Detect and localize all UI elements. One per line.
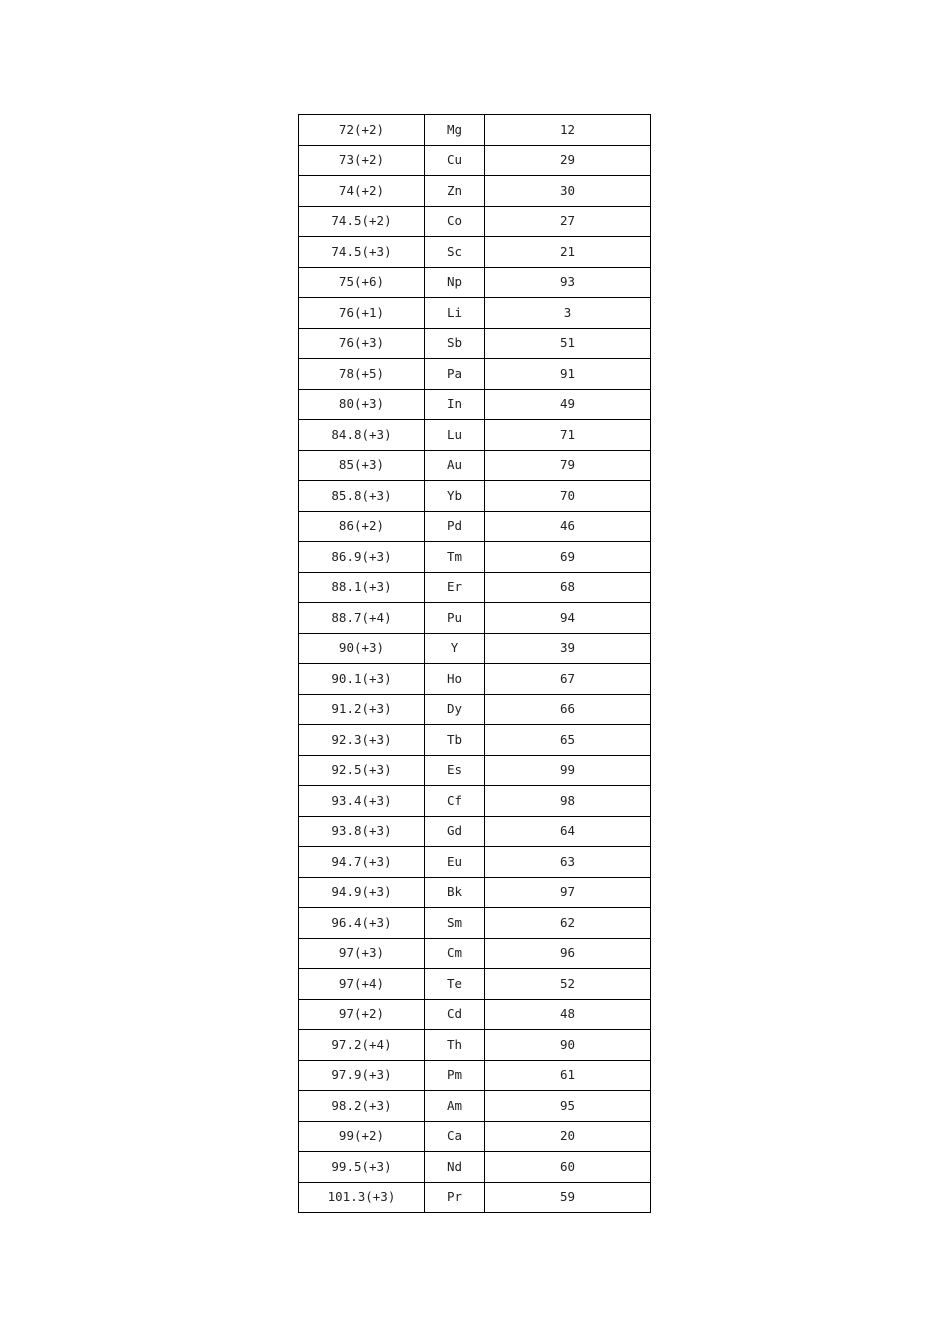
ionic-radius-cell: 99.5(+3) <box>299 1152 425 1183</box>
ionic-radius-cell: 88.7(+4) <box>299 603 425 634</box>
element-symbol-cell: Sc <box>425 237 485 268</box>
atomic-number-cell: 71 <box>485 420 651 451</box>
element-symbol-cell: Pm <box>425 1060 485 1091</box>
ionic-radius-cell: 73(+2) <box>299 145 425 176</box>
ionic-radius-cell: 76(+3) <box>299 328 425 359</box>
table-row <box>299 420 651 451</box>
atomic-number-cell: 49 <box>485 389 651 420</box>
atomic-number-cell: 65 <box>485 725 651 756</box>
table-row <box>299 1091 651 1122</box>
element-symbol-cell: Bk <box>425 877 485 908</box>
table-row <box>299 1152 651 1183</box>
element-symbol-cell: Gd <box>425 816 485 847</box>
element-symbol-cell: Er <box>425 572 485 603</box>
element-symbol-cell: Ca <box>425 1121 485 1152</box>
table-row <box>299 999 651 1030</box>
atomic-number-cell: 51 <box>485 328 651 359</box>
ionic-radius-cell: 75(+6) <box>299 267 425 298</box>
table-row <box>299 328 651 359</box>
ionic-radius-cell: 90.1(+3) <box>299 664 425 695</box>
table-row <box>299 969 651 1000</box>
ionic-radius-cell: 72(+2) <box>299 115 425 146</box>
atomic-number-cell: 93 <box>485 267 651 298</box>
element-symbol-cell: Tb <box>425 725 485 756</box>
table-row <box>299 908 651 939</box>
table-row <box>299 572 651 603</box>
table-row <box>299 633 651 664</box>
atomic-number-cell: 94 <box>485 603 651 634</box>
atomic-number-cell: 90 <box>485 1030 651 1061</box>
ionic-radius-cell: 84.8(+3) <box>299 420 425 451</box>
ionic-radius-cell: 80(+3) <box>299 389 425 420</box>
atomic-number-cell: 12 <box>485 115 651 146</box>
atomic-number-cell: 62 <box>485 908 651 939</box>
element-symbol-cell: Yb <box>425 481 485 512</box>
ionic-radius-cell: 92.5(+3) <box>299 755 425 786</box>
element-symbol-cell: Es <box>425 755 485 786</box>
ionic-radius-cell: 94.7(+3) <box>299 847 425 878</box>
element-symbol-cell: Lu <box>425 420 485 451</box>
element-symbol-cell: Cm <box>425 938 485 969</box>
element-symbol-cell: Sb <box>425 328 485 359</box>
ionic-radius-cell: 86.9(+3) <box>299 542 425 573</box>
atomic-number-cell: 69 <box>485 542 651 573</box>
atomic-number-cell: 60 <box>485 1152 651 1183</box>
atomic-number-cell: 64 <box>485 816 651 847</box>
ionic-radius-cell: 97(+2) <box>299 999 425 1030</box>
ionic-radius-cell: 91.2(+3) <box>299 694 425 725</box>
element-symbol-cell: Am <box>425 1091 485 1122</box>
ionic-radius-cell: 97(+4) <box>299 969 425 1000</box>
element-symbol-cell: Co <box>425 206 485 237</box>
ionic-radius-cell: 96.4(+3) <box>299 908 425 939</box>
table-row <box>299 1182 651 1213</box>
atomic-number-cell: 68 <box>485 572 651 603</box>
table-row <box>299 206 651 237</box>
element-symbol-cell: Li <box>425 298 485 329</box>
element-symbol-cell: Y <box>425 633 485 664</box>
table-row <box>299 145 651 176</box>
table-row <box>299 359 651 390</box>
table-row <box>299 267 651 298</box>
ionic-radius-cell: 93.8(+3) <box>299 816 425 847</box>
table-row <box>299 938 651 969</box>
ionic-radius-cell: 74(+2) <box>299 176 425 207</box>
table-row <box>299 755 651 786</box>
atomic-number-cell: 67 <box>485 664 651 695</box>
atomic-number-cell: 61 <box>485 1060 651 1091</box>
ionic-radius-cell: 85(+3) <box>299 450 425 481</box>
element-symbol-cell: Cu <box>425 145 485 176</box>
ionic-radius-cell: 90(+3) <box>299 633 425 664</box>
table-row <box>299 786 651 817</box>
table-row <box>299 603 651 634</box>
ionic-radius-cell: 97.9(+3) <box>299 1060 425 1091</box>
ionic-radius-cell: 74.5(+3) <box>299 237 425 268</box>
atomic-number-cell: 95 <box>485 1091 651 1122</box>
atomic-number-cell: 96 <box>485 938 651 969</box>
atomic-number-cell: 66 <box>485 694 651 725</box>
element-symbol-cell: Au <box>425 450 485 481</box>
atomic-number-cell: 70 <box>485 481 651 512</box>
table-row <box>299 389 651 420</box>
ionic-radius-table <box>298 114 651 1213</box>
ionic-radius-cell: 86(+2) <box>299 511 425 542</box>
table-row <box>299 237 651 268</box>
table-row <box>299 877 651 908</box>
element-symbol-cell: Cf <box>425 786 485 817</box>
atomic-number-cell: 20 <box>485 1121 651 1152</box>
element-symbol-cell: Dy <box>425 694 485 725</box>
element-symbol-cell: Th <box>425 1030 485 1061</box>
table-body <box>299 115 651 1213</box>
element-symbol-cell: Nd <box>425 1152 485 1183</box>
table-row <box>299 298 651 329</box>
table-row <box>299 542 651 573</box>
atomic-number-cell: 27 <box>485 206 651 237</box>
ionic-radius-cell: 97(+3) <box>299 938 425 969</box>
ionic-radius-cell: 93.4(+3) <box>299 786 425 817</box>
table-row <box>299 1030 651 1061</box>
ionic-radius-cell: 85.8(+3) <box>299 481 425 512</box>
atomic-number-cell: 21 <box>485 237 651 268</box>
atomic-number-cell: 39 <box>485 633 651 664</box>
ionic-radius-cell: 92.3(+3) <box>299 725 425 756</box>
ionic-radius-cell: 99(+2) <box>299 1121 425 1152</box>
table-row <box>299 664 651 695</box>
table-row <box>299 694 651 725</box>
element-symbol-cell: Pd <box>425 511 485 542</box>
element-symbol-cell: Te <box>425 969 485 1000</box>
element-symbol-cell: Zn <box>425 176 485 207</box>
atomic-number-cell: 3 <box>485 298 651 329</box>
table-row <box>299 176 651 207</box>
element-symbol-cell: Ho <box>425 664 485 695</box>
table-row <box>299 847 651 878</box>
element-symbol-cell: Np <box>425 267 485 298</box>
atomic-number-cell: 29 <box>485 145 651 176</box>
element-symbol-cell: Mg <box>425 115 485 146</box>
element-symbol-cell: Tm <box>425 542 485 573</box>
table-row <box>299 481 651 512</box>
ionic-radius-cell: 74.5(+2) <box>299 206 425 237</box>
ionic-radius-cell: 97.2(+4) <box>299 1030 425 1061</box>
element-symbol-cell: Pu <box>425 603 485 634</box>
element-symbol-cell: Sm <box>425 908 485 939</box>
element-symbol-cell: Eu <box>425 847 485 878</box>
atomic-number-cell: 48 <box>485 999 651 1030</box>
atomic-number-cell: 59 <box>485 1182 651 1213</box>
ionic-radius-cell: 98.2(+3) <box>299 1091 425 1122</box>
table-row <box>299 450 651 481</box>
element-symbol-cell: Cd <box>425 999 485 1030</box>
table-row <box>299 725 651 756</box>
table-row <box>299 816 651 847</box>
ionic-radius-cell: 94.9(+3) <box>299 877 425 908</box>
element-symbol-cell: Pa <box>425 359 485 390</box>
atomic-number-cell: 98 <box>485 786 651 817</box>
atomic-number-cell: 30 <box>485 176 651 207</box>
ionic-radius-cell: 101.3(+3) <box>299 1182 425 1213</box>
ionic-radius-cell: 88.1(+3) <box>299 572 425 603</box>
element-symbol-cell: In <box>425 389 485 420</box>
element-symbol-cell: Pr <box>425 1182 485 1213</box>
ionic-radius-cell: 78(+5) <box>299 359 425 390</box>
table-row <box>299 511 651 542</box>
atomic-number-cell: 52 <box>485 969 651 1000</box>
table-row <box>299 115 651 146</box>
atomic-number-cell: 46 <box>485 511 651 542</box>
atomic-number-cell: 79 <box>485 450 651 481</box>
atomic-number-cell: 91 <box>485 359 651 390</box>
table-row <box>299 1060 651 1091</box>
ionic-radius-cell: 76(+1) <box>299 298 425 329</box>
atomic-number-cell: 99 <box>485 755 651 786</box>
atomic-number-cell: 97 <box>485 877 651 908</box>
atomic-number-cell: 63 <box>485 847 651 878</box>
table-row <box>299 1121 651 1152</box>
